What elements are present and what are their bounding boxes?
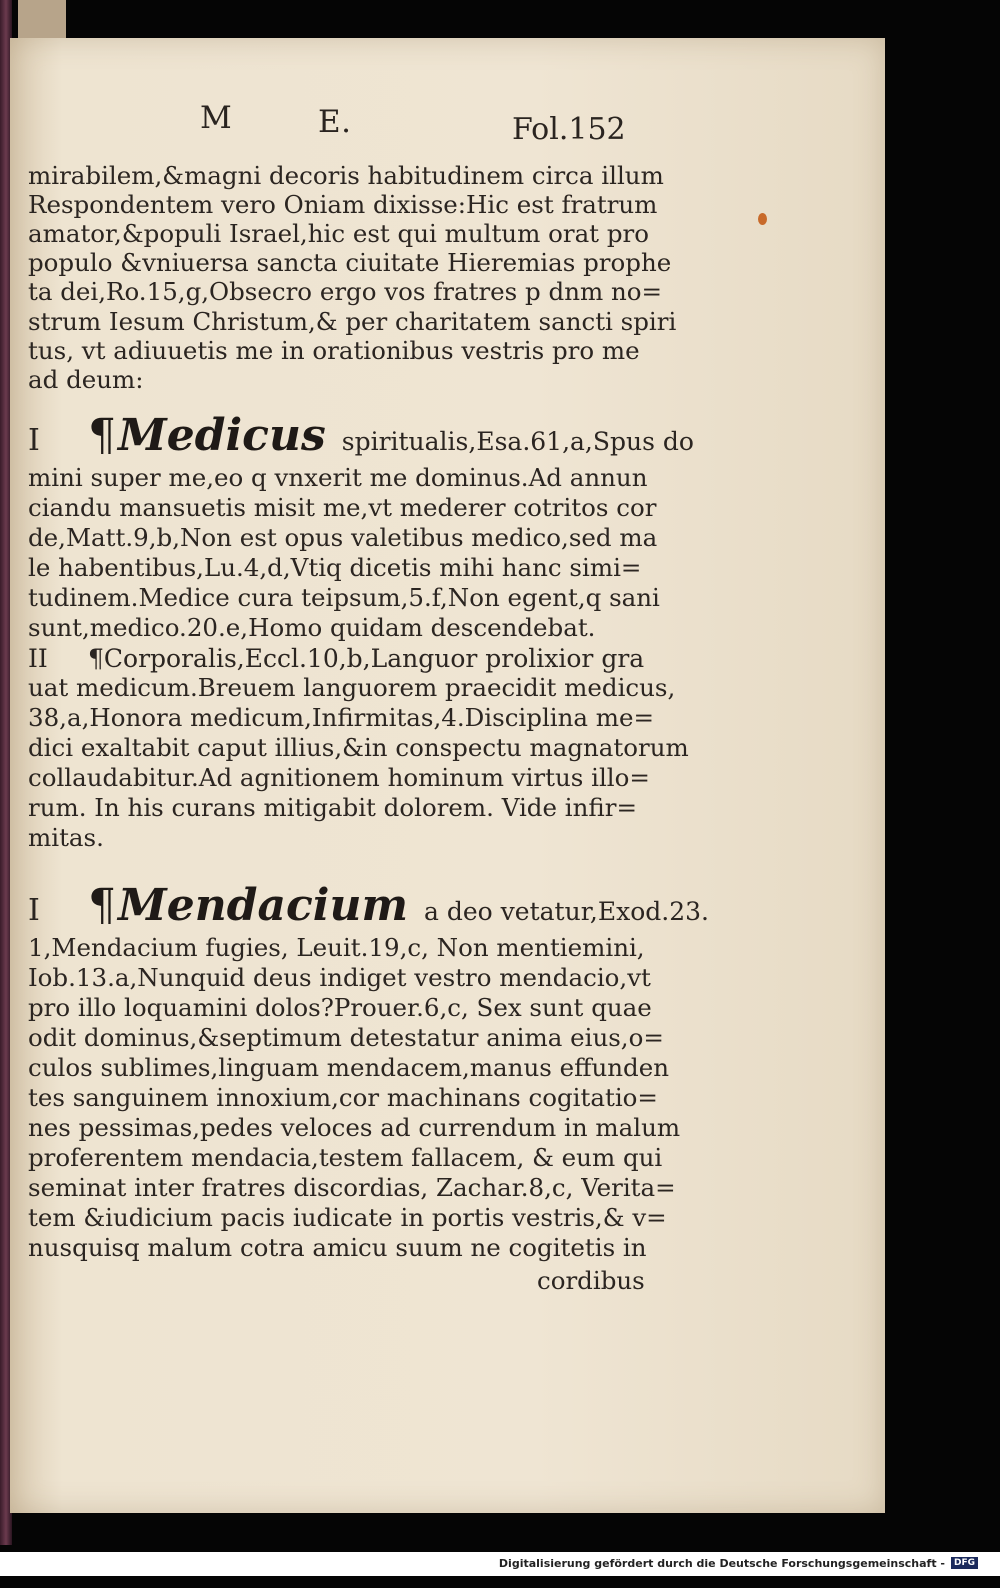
text-line: tudinem.Medice cura teipsum,5.f,Non egent,q sani bbox=[28, 583, 660, 612]
subentry-text: ¶Corporalis,Eccl.10,b,Languor prolixior gra bbox=[88, 644, 645, 673]
text-line: Iob.13.a,Nunquid deus indiget vestro mendacio,vt bbox=[28, 963, 651, 992]
text-line: odit dominus,&septimum detestatur anima eius,o= bbox=[28, 1023, 664, 1052]
text-line: de,Matt.9,b,Non est opus valetibus medico,sed ma bbox=[28, 523, 658, 552]
heading-text: a deo vetatur,Exod.23. bbox=[424, 897, 709, 926]
footer-bar bbox=[0, 1552, 1000, 1576]
text-line: tem &iudicium pacis iudicate in portis vestris,& v= bbox=[28, 1203, 667, 1232]
text-line: uat medicum.Breuem languorem praecidit medicus, bbox=[28, 673, 676, 702]
text-line: tes sanguinem innoxium,cor machinans cogitatio= bbox=[28, 1083, 658, 1112]
folio-number: Fol.152 bbox=[512, 112, 626, 147]
dfg-logo-icon: DFG bbox=[951, 1557, 978, 1569]
running-head-center: E. bbox=[318, 104, 352, 140]
text-line: ta dei,Ro.15,g,Obsecro ergo vos fratres p dnm no= bbox=[28, 277, 663, 306]
headword: Medicus bbox=[118, 410, 326, 461]
text-line: culos sublimes,linguam mendacem,manus effunden bbox=[28, 1053, 670, 1082]
text-line: ad deum: bbox=[28, 365, 144, 394]
text-line: seminat inter fratres discordias, Zachar.8,c, Verita= bbox=[28, 1173, 676, 1202]
top-paper-strip bbox=[18, 0, 66, 40]
text-line: mirabilem,&magni decoris habitudinem circa illum bbox=[28, 161, 664, 190]
footer-credit: Digitalisierung gefördert durch die Deutsche Forschungsgemeinschaft - bbox=[498, 1557, 945, 1570]
text-line: le habentibus,Lu.4,d,Vtiq dicetis mihi hanc simi= bbox=[28, 553, 642, 582]
entry-heading bbox=[28, 880, 709, 931]
text-line: rum. In his curans mitigabit dolorem. Vide infir= bbox=[28, 793, 637, 822]
text-line: amator,&populi Israel,hic est qui multum orat pro bbox=[28, 219, 649, 248]
pilcrow-icon: ¶ bbox=[88, 410, 116, 461]
text-line: nes pessimas,pedes veloces ad currendum in malum bbox=[28, 1113, 681, 1142]
section-numeral: I bbox=[28, 423, 40, 458]
text-line: sunt,medico.20.e,Homo quidam descendebat. bbox=[28, 613, 596, 642]
headword: Mendacium bbox=[118, 880, 409, 931]
section-numeral: I bbox=[28, 893, 40, 928]
subentry-heading bbox=[28, 644, 644, 673]
pilcrow-icon: ¶ bbox=[88, 880, 116, 931]
text-line: proferentem mendacia,testem fallacem, & eum qui bbox=[28, 1143, 663, 1172]
text-line: 38,a,Honora medicum,Infirmitas,4.Disciplina me= bbox=[28, 703, 655, 732]
text-line: collaudabitur.Ad agnitionem hominum virtus illo= bbox=[28, 763, 650, 792]
text-line: nusquisq malum cotra amicu suum ne cogitetis in bbox=[28, 1233, 647, 1262]
catchword: cordibus bbox=[537, 1266, 645, 1295]
stain bbox=[758, 213, 767, 225]
text-line: dici exaltabit caput illius,&in conspectu magnatorum bbox=[28, 733, 689, 762]
text-line: populo &vniuersa sancta ciuitate Hieremias prophe bbox=[28, 248, 672, 277]
text-line: 1,Mendacium fugies, Leuit.19,c, Non mentiemini, bbox=[28, 933, 645, 962]
entry-heading bbox=[28, 410, 694, 461]
text-line: ciandu mansuetis misit me,vt mederer cotritos cor bbox=[28, 493, 657, 522]
book-page bbox=[10, 38, 885, 1513]
text-line: tus, vt adiuuetis me in orationibus vestris pro me bbox=[28, 336, 640, 365]
text-line: pro illo loquamini dolos?Prouer.6,c, Sex sunt quae bbox=[28, 993, 652, 1022]
text-line: mitas. bbox=[28, 823, 104, 852]
text-line: mini super me,eo q vnxerit me dominus.Ad annun bbox=[28, 463, 648, 492]
text-line: strum Iesum Christum,& per charitatem sancti spiri bbox=[28, 307, 677, 336]
running-head-left: M bbox=[200, 100, 233, 136]
heading-text: spiritualis,Esa.61,a,Spus do bbox=[341, 427, 694, 456]
section-numeral: II bbox=[28, 644, 48, 673]
text-line: Respondentem vero Oniam dixisse:Hic est fratrum bbox=[28, 190, 658, 219]
